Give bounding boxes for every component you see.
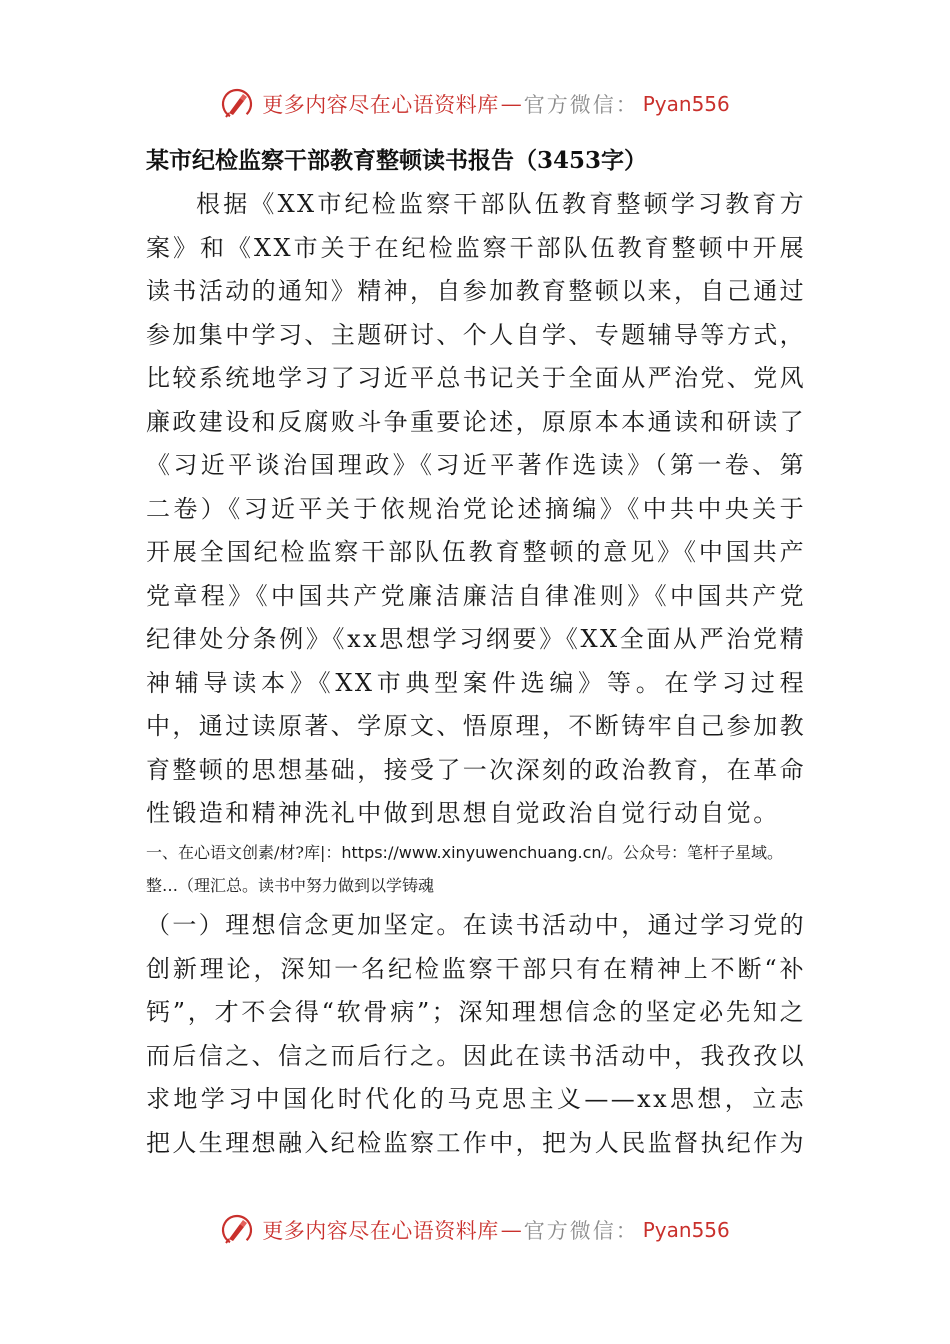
intro-paragraph: 根据《XX市纪检监察干部队伍教育整顿学习教育方案》和《XX市关于在纪检监察干部队伍教育整顿中开展读书活动的通知》精神，自参加教育整顿以来，自己通过参加集中学习、主题研讨、个人自学、专题辅导等方式，比较系统地学习了习近平总书记关于全面从严治党、党风廉政建设和反腐败斗争重要论述，原原本本通读和研读了《习近平谈治国理政》《习近平著作选读》（第一卷、第二卷）《习近平关于依规治党论述摘编》《中共中央关于开展全国纪检监察干部队伍教育整顿的意见》《中国共产党章程》《中国共产党廉洁廉洁自律准则》《中国共产党纪律处分条例》《xx思想学习纲要》《XX全面从严治党精神辅导读本》《XX市典型案件选编》等。在学习过程中，通过读原著、学原文、悟原理，不断铸牢自己参加教育整顿的思想基础，接受了一次深刻的政治教育，在革命性锻造和精神洗礼中做到思想自觉政治自觉行动自觉。 xyxy=(146,190,806,827)
banner-wechat-id: Pyan556 xyxy=(642,92,730,116)
banner-wechat-label: 官方微信： xyxy=(523,1219,639,1243)
banner-separator: — xyxy=(500,92,522,116)
banner-wechat-id: Pyan556 xyxy=(642,1218,730,1242)
insert-url: https://www.xinyuwenchuang.cn/ xyxy=(341,843,607,862)
pen-nib-circle-icon xyxy=(220,87,254,121)
section-one-paragraph: （一）理想信念更加坚定。在读书活动中，通过学习党的创新理论，深知一名纪检监察干部只有在精神上不断“补钙”，才不会得“软骨病”；深知理想信念的坚定必先知之而后信之、信之而后行之。因此在读书活动中，我孜孜以求地学习中国化时代化的马克思主义——xx思想，立志把人生理想融入纪检监察工作中，把为人民监督执纪作为 xyxy=(146,911,806,1157)
footer-banner xyxy=(0,1210,950,1250)
section-heading-insert-line xyxy=(146,836,806,902)
document-title: 某市纪检监察干部教育整顿读书报告（3453字） xyxy=(146,147,648,174)
insert-suffix: 。公众号：笔杆子星域。整…（理汇总。读书中努力做到以学铸魂 xyxy=(146,843,783,895)
banner-separator: — xyxy=(500,1218,522,1242)
banner-brand-text: 更多内容尽在心语资料库 xyxy=(262,93,499,117)
banner-brand-text: 更多内容尽在心语资料库 xyxy=(262,1219,499,1243)
header-banner xyxy=(0,84,950,124)
insert-prefix: 一、在心语文创素/材?库|： xyxy=(146,843,342,862)
pen-nib-circle-icon xyxy=(220,1213,254,1247)
banner-wechat-label: 官方微信： xyxy=(523,93,639,117)
